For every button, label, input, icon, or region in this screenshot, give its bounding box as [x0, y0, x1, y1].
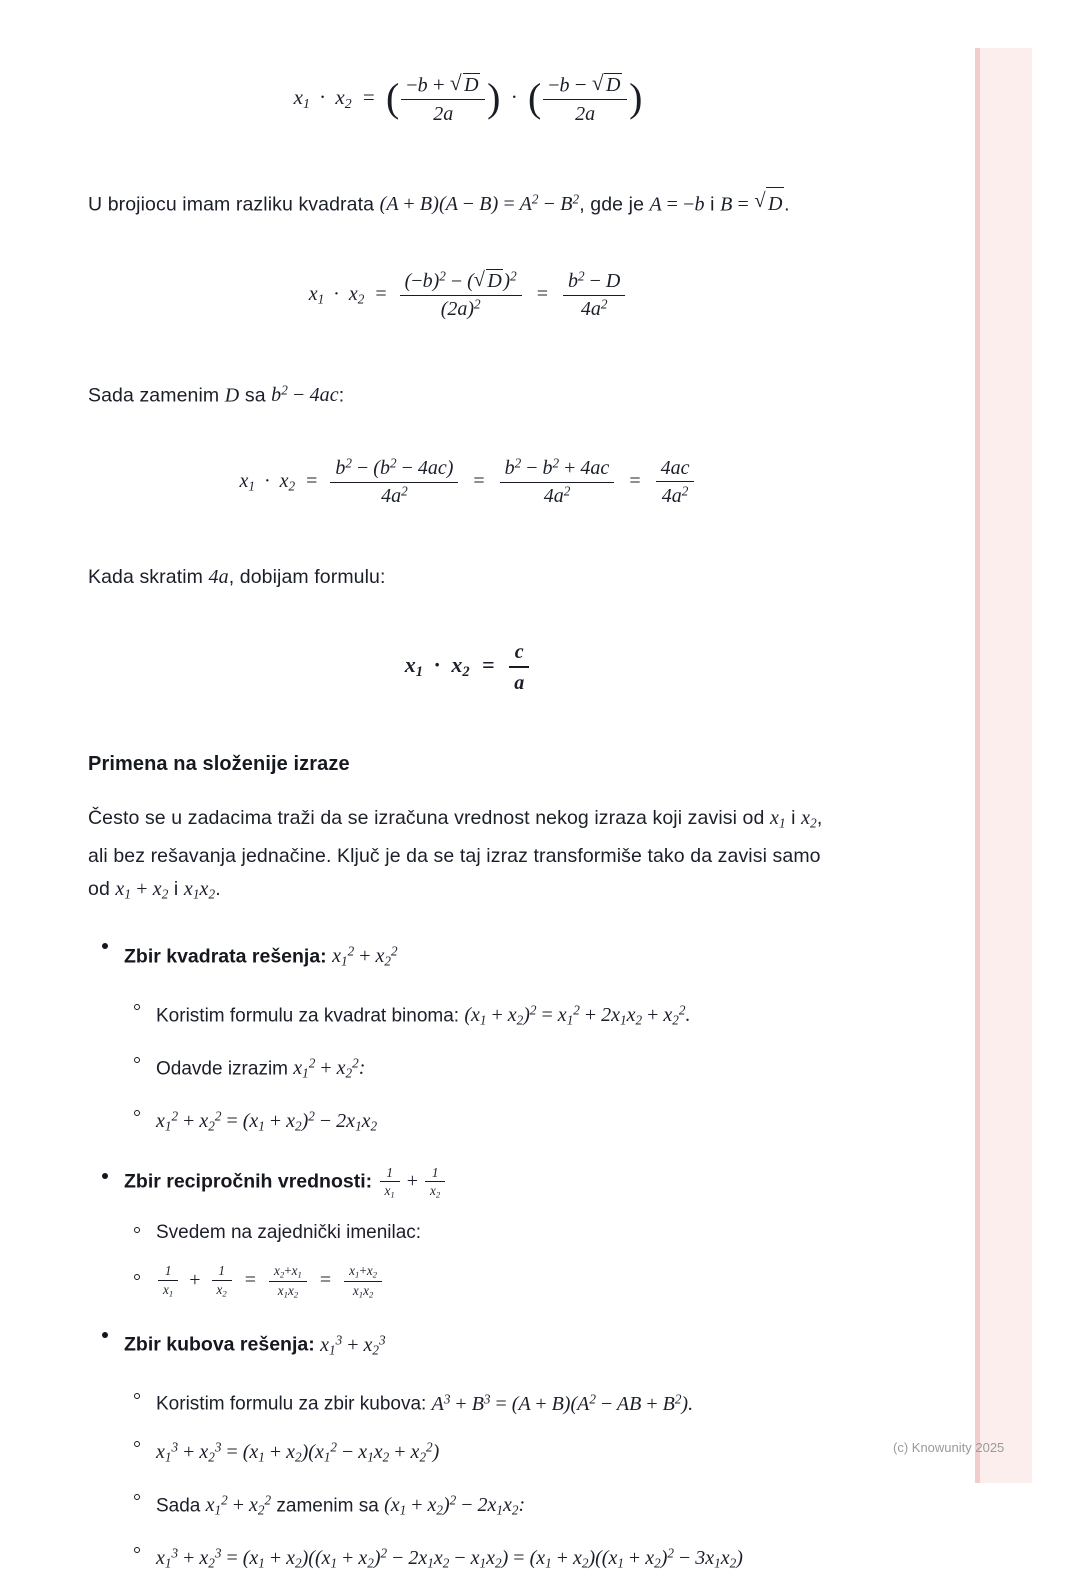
text-run: sa [239, 384, 272, 407]
text-run: , ali bez rešavanja jednačine. Ključ je da se taj izraz transformiše tako da zavisi samo od [88, 807, 823, 900]
text-run: i [168, 877, 184, 900]
sub-item-text: Odavde izrazim [156, 1057, 288, 1079]
document-content [88, 0, 848, 1580]
bullet-circle-icon [134, 1494, 140, 1500]
bullet-circle-icon [134, 1057, 140, 1063]
section-heading-complex-expressions: Primena na složenije izraze [88, 753, 350, 776]
list-item-heading: Zbir kvadrata rešenja: $x_1^2 + x_2^2$ [124, 943, 398, 969]
formula-list [88, 935, 848, 1580]
paragraph-intro-complex: Često se u zadacima traži da se izračuna vrednost nekog izraza koji zavisi od $x_1$ i $x_2$, ali bez rešavanja jednačine. Ključ je da se taj izraz transformiše tako da zavisi samo od $x_1 + x_2$ i $x_1x_2$. [88, 807, 823, 902]
paragraph-substitute-d: Sada zamenim D sa $b^2 - 4ac$: [88, 382, 345, 407]
list-item-label: Zbir kubova rešenja: [124, 1333, 315, 1356]
bullet-circle-icon [134, 1441, 140, 1447]
sub-list-item: $x_1^3 + x_2^3 = (x_1 + x_2)(x_1^2 - x_1x_2 + x_2^2)$ [124, 1431, 848, 1474]
sub-list-item: Koristim formulu za kvadrat binoma: $(x_1 + x_2)^2 = x_1^2 + 2x_1x_2 + x_2^2$. [124, 994, 848, 1037]
decorative-side-panel [975, 48, 1032, 1483]
decorative-side-panel-edge [975, 48, 980, 1483]
text-run: , dobijam formulu: [228, 566, 386, 588]
bullet-circle-icon [134, 1274, 140, 1280]
text-run: Sada zamenim [88, 384, 225, 407]
equation-vieta-product: $x_1 \cdot x_2$ = $\frac{c}{a}$ [88, 638, 848, 695]
sub-list-item: Sada $x_1^2 + x_2^2$ zamenim sa $(x_1 + x_2)^2 - 2x_1x_2$: [124, 1484, 848, 1527]
text-run: . [215, 877, 221, 900]
paragraph-difference-of-squares: U brojiocu imam razliku kvadrata $(A + B)(A - B) = A^2 - B^2$, gde je A = −b i B = √ D. [88, 183, 828, 221]
text-run: U brojiocu imam razliku kvadrata [88, 192, 380, 215]
bullet-dot-icon [102, 1173, 108, 1179]
bullet-dot-icon [102, 1332, 108, 1338]
equation-squares: $x_1 \cdot x_2$ = $\frac{(-b)^2 - ( √ D)^2}{(2a)^2}$ = $\frac{b^2 - D}{4a^2}$ [88, 269, 848, 322]
list-item [88, 935, 848, 1143]
text-run: : [338, 384, 345, 407]
equation-product-expanded: $x_1 \cdot x_2$ = ( $\frac{-b + √ D}{2a}$ ) · ( $\frac{-b - √ D}{2a}$ ) [88, 72, 848, 127]
list-item-heading: Zbir kubova rešenja: $x_1^3 + x_2^3$ [124, 1332, 386, 1358]
sub-list [124, 1382, 848, 1579]
sub-list-item: $x_1^3 + x_2^3 = (x_1 + x_2)((x_1 + x_2)^2 - 2x_1x_2 - x_1x_2) = (x_1 + x_2)((x_1 + x_2)^2 - 3x_1x_2)$ [124, 1537, 848, 1580]
equation-substituted: $x_1 \cdot x_2$ = $\frac{b^2 - (b^2 - 4ac)}{4a^2}$ = $\frac{b^2 - b^2 + 4ac}{4a^2}$ = $\frac{4ac}{4a^2}$ [88, 456, 848, 509]
sub-list [124, 1216, 848, 1299]
list-item-label: Zbir recipročnih vrednosti: [124, 1169, 373, 1192]
list-item [88, 1165, 848, 1300]
list-item-heading: Zbir recipročnih vrednosti: $\frac{1}{x_1}$ + $\frac{1}{x_2}$ [124, 1165, 848, 1200]
sub-list-item: $\frac{1}{x_1}$ + $\frac{1}{x_2}$ = $\frac{x_2+x_1}{x_1x_2}$ = $\frac{x_1+x_2}{x_1x_2}$ [124, 1263, 848, 1299]
copyright-watermark: (c) Knowunity 2025 [893, 1440, 1005, 1455]
text-run: Često se u zadacima traži da se izračuna vrednost nekog izraza koji zavisi od [88, 807, 770, 830]
list-item-label: Zbir kvadrata rešenja: [124, 944, 327, 967]
bullet-circle-icon [134, 1227, 140, 1233]
bullet-dot-icon [102, 943, 108, 949]
sub-item-text: Koristim formulu za zbir kubova: [156, 1393, 427, 1415]
list-item [88, 1323, 848, 1579]
text-run: , gde je [579, 192, 650, 215]
sub-list-item: $x_1^2 + x_2^2 = (x_1 + x_2)^2 - 2x_1x_2$ [124, 1100, 848, 1143]
bullet-circle-icon [134, 1110, 140, 1116]
sub-list-item [124, 1216, 848, 1249]
bullet-circle-icon [134, 1004, 140, 1010]
sub-list-item: Koristim formulu za zbir kubova: $A^3 + B^3 = (A + B)(A^2$ − AB + $B^2$). [124, 1382, 848, 1420]
sub-item-text: Koristim formulu za kvadrat binoma: [156, 1004, 460, 1026]
text-run: . [784, 192, 790, 215]
paragraph-simplify: Kada skratim 4a, dobijam formulu: [88, 566, 386, 588]
text-run: i [704, 192, 721, 215]
sub-list [124, 994, 848, 1143]
sub-item-text: Svedem na zajednički imenilac: [156, 1221, 422, 1243]
sub-list-item: Odavde izrazim $x_1^2 + x_2^2$: [124, 1047, 848, 1090]
bullet-circle-icon [134, 1547, 140, 1553]
text-run: Kada skratim [88, 566, 209, 588]
bullet-circle-icon [134, 1393, 140, 1399]
text-run: i [785, 807, 802, 830]
